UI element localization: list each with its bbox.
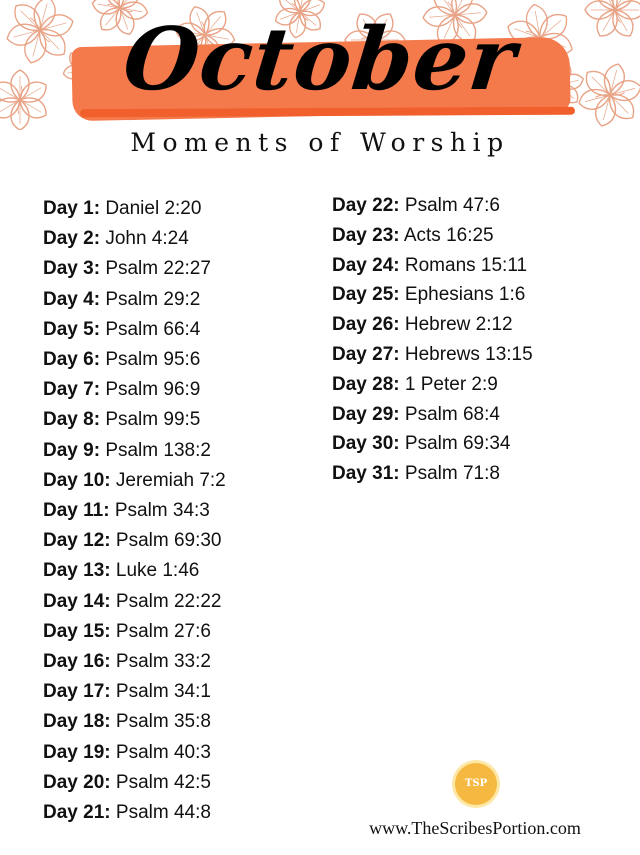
day-label: Day 12:: [43, 530, 111, 552]
reading-item: [43, 224, 226, 254]
day-label: Day 3:: [43, 258, 101, 280]
scripture-reference: Psalm 69:34: [404, 433, 511, 455]
scripture-reference: Psalm 22:27: [105, 258, 211, 280]
day-label: Day 1:: [43, 198, 101, 219]
day-label: Day 9:: [43, 439, 101, 461]
reading-item: [43, 526, 226, 556]
reading-item: [43, 798, 226, 828]
reading-item: [43, 315, 226, 345]
scripture-reference: Daniel 2:20: [105, 198, 202, 219]
reading-item: [332, 280, 533, 310]
reading-item: [43, 647, 226, 677]
reading-item: [332, 340, 533, 370]
scripture-reference: Hebrews 13:15: [404, 343, 533, 365]
reading-item: [43, 677, 226, 707]
reading-item: [332, 429, 533, 459]
scripture-reference: Psalm 99:5: [105, 409, 201, 431]
day-label: Day 31:: [332, 463, 400, 485]
reading-item: [43, 768, 226, 798]
reading-item: [332, 400, 533, 430]
scripture-reference: Acts 16:25: [403, 224, 494, 246]
day-label: Day 7:: [43, 379, 101, 401]
scripture-reference: Psalm 68:4: [404, 403, 500, 425]
day-label: Day 17:: [43, 681, 111, 703]
scripture-reference: 1 Peter 2:9: [404, 373, 498, 395]
day-label: Day 18:: [43, 711, 111, 733]
scripture-reference: Luke 1:46: [115, 560, 200, 582]
website-url[interactable]: www.TheScribesPortion.com: [369, 818, 581, 838]
scripture-reference: John 4:24: [105, 228, 189, 250]
day-label: Day 25:: [332, 284, 400, 306]
day-label: Day 11:: [43, 500, 110, 522]
day-label: Day 4:: [43, 288, 101, 310]
reading-item: [43, 738, 226, 768]
scripture-reference: Hebrew 2:12: [404, 314, 513, 336]
day-label: Day 27:: [332, 343, 400, 365]
scripture-reference: Psalm 34:1: [115, 681, 211, 703]
reading-item: [332, 370, 533, 400]
scripture-reference: Psalm 96:9: [105, 379, 201, 401]
day-label: Day 29:: [332, 403, 400, 425]
day-label: Day 30:: [332, 433, 400, 455]
page-subtitle: Moments of Worship: [130, 128, 510, 157]
day-label: Day 22:: [332, 195, 400, 216]
scripture-reference: Romans 15:11: [404, 254, 528, 276]
reading-item: [43, 375, 226, 405]
day-label: Day 14:: [43, 590, 111, 612]
day-label: Day 8:: [43, 409, 101, 431]
scripture-reference: Psalm 71:8: [404, 463, 500, 485]
day-label: Day 23:: [332, 224, 400, 246]
day-label: Day 6:: [43, 349, 101, 371]
reading-item: [332, 251, 533, 281]
scripture-reference: Psalm 27:6: [115, 620, 211, 642]
month-title: October: [118, 9, 522, 110]
scripture-reference: Psalm 69:30: [115, 530, 222, 552]
logo-initials: TSP: [464, 778, 488, 789]
reading-item: [332, 221, 533, 251]
scripture-reference: Psalm 34:3: [114, 500, 210, 522]
day-label: Day 19:: [43, 741, 111, 763]
scribes-portion-logo: [455, 763, 497, 805]
reading-item: [43, 617, 226, 647]
scripture-reference: Psalm 33:2: [115, 651, 211, 673]
scripture-reference: Psalm 29:2: [105, 288, 201, 310]
day-label: Day 24:: [332, 254, 400, 276]
reading-item: [332, 459, 533, 489]
reading-item: [332, 310, 533, 340]
scripture-reference: Psalm 44:8: [115, 802, 211, 824]
scripture-reference: Psalm 138:2: [105, 439, 211, 461]
day-label: Day 28:: [332, 373, 400, 395]
day-label: Day 10:: [43, 469, 111, 491]
day-label: Day 26:: [332, 314, 400, 336]
scripture-reference: Psalm 47:6: [404, 195, 500, 216]
reading-item: [43, 405, 226, 435]
scripture-reference: Psalm 35:8: [115, 711, 211, 733]
day-label: Day 2:: [43, 228, 101, 250]
reading-item: [43, 285, 226, 315]
reading-item: [43, 496, 226, 526]
scripture-reference: Psalm 95:6: [105, 349, 201, 371]
scripture-reference: Psalm 66:4: [105, 318, 201, 340]
day-label: Day 5:: [43, 318, 101, 340]
scripture-reference: Jeremiah 7:2: [115, 469, 226, 491]
scripture-reference: Ephesians 1:6: [404, 284, 526, 306]
readings-column-left: [43, 194, 226, 828]
reading-item: [43, 345, 226, 375]
reading-item: [43, 556, 226, 586]
scripture-reference: Psalm 40:3: [115, 741, 211, 763]
reading-item: [43, 587, 226, 617]
day-label: Day 21:: [43, 802, 111, 824]
readings-column-right: [332, 191, 533, 489]
day-label: Day 15:: [43, 620, 111, 642]
scripture-reference: Psalm 22:22: [115, 590, 222, 612]
reading-item: [332, 191, 533, 221]
reading-item: [43, 436, 226, 466]
day-label: Day 16:: [43, 651, 111, 673]
reading-item: [43, 254, 226, 284]
reading-item: [43, 707, 226, 737]
scripture-reference: Psalm 42:5: [115, 771, 211, 793]
day-label: Day 13:: [43, 560, 111, 582]
day-label: Day 20:: [43, 771, 111, 793]
reading-item: [43, 466, 226, 496]
reading-item: [43, 194, 226, 224]
